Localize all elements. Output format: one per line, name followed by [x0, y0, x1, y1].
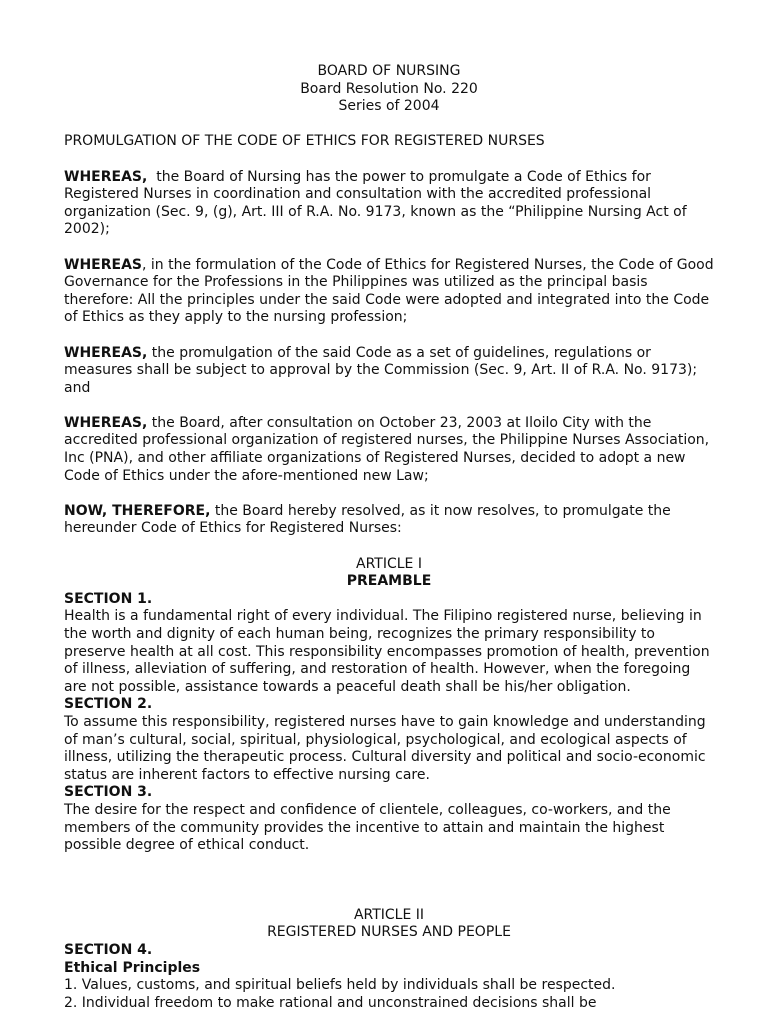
article-1-heading: ARTICLE I	[356, 555, 422, 572]
whereas-lead: WHEREAS,	[64, 168, 148, 185]
whereas-lead: WHEREAS,	[64, 344, 148, 361]
whereas-paragraph	[64, 415, 714, 485]
whereas-text: the Board of Nursing has the power to promulgate a Code of Ethics for Registered Nurses in coordination and consultation with the accredited professional organization (Sec. 9, (g), Art. III of R.A. No. 9173, known as the “Philippine Nursing Act of 2002);	[64, 168, 692, 238]
whereas-paragraph	[64, 345, 714, 398]
document-body	[64, 63, 714, 1012]
article-1-title: PREAMBLE	[346, 573, 432, 590]
section-1-text: Health is a fundamental right of every individual. The Filipino registered nurse, believing in the worth and dignity of each human being, recognizes the primary responsibility to preserve health at all cost. This responsibility encompasses promotion of health, prevention of illness, alleviation of suffering, and restoration of health. However, when the foregoing are not possible, assistance towards a peaceful death shall be his/her obligation.	[64, 608, 710, 695]
whereas-lead: WHEREAS	[64, 256, 142, 273]
now-therefore-paragraph	[64, 503, 714, 538]
whereas-paragraph	[64, 257, 714, 327]
section-2-label: SECTION 2.	[64, 696, 153, 713]
section-4-label: SECTION 4.	[64, 941, 153, 958]
main-title: PROMULGATION OF THE CODE OF ETHICS FOR REGISTERED NURSES	[64, 133, 545, 150]
whereas-text: , in the formulation of the Code of Ethics for Registered Nurses, the Code of Good Governance for the Professions in the Philippines was utilized as the principal basis therefore: All the principles under the said Code were adopted and integrated into the Code of Ethics as they apply to the nursing profession;	[64, 256, 714, 326]
section-3-label: SECTION 3.	[64, 784, 153, 801]
board-name: BOARD OF NURSING	[317, 63, 461, 79]
whereas-text: the promulgation of the said Code as a set of guidelines, regulations or measures shall be subject to approval by the Commission (Sec. 9, Art. II of R.A. No. 9173); and	[64, 344, 698, 396]
resolution-number: Board Resolution No. 220	[300, 80, 478, 97]
section-3-text: The desire for the respect and confidence of clientele, colleagues, co-workers, and the members of the community provides the incentive to attain and maintain the highest possible degree of ethical conduct.	[64, 801, 671, 854]
article-2-title: REGISTERED NURSES AND PEOPLE	[267, 924, 511, 941]
whereas-text: the Board, after consultation on October 23, 2003 at Iloilo City with the accredited professional organization of registered nurses, the Philippine Nurses Association, Inc (PNA), and other affiliate organizations of Registered Nurses, decided to adopt a new Code of Ethics under the afore-mentioned new Law;	[64, 414, 710, 484]
now-therefore-text: the Board hereby resolved, as it now resolves, to promulgate the hereunder Code of Ethics for Registered Nurses:	[64, 502, 671, 537]
section-2-text: To assume this responsibility, registered nurses have to gain knowledge and understanding of man’s cultural, social, spiritual, physiological, psychological, and ecological aspects of illness, utilizing the therapeutic process. Cultural diversity and political and socio-economic status are inherent factors to effective nursing care.	[64, 713, 706, 783]
ethical-principles-heading: Ethical Principles	[64, 959, 201, 976]
now-therefore-lead: NOW, THEREFORE,	[64, 502, 211, 519]
list-item: 2. Individual freedom to make rational and unconstrained decisions shall be	[64, 994, 597, 1011]
whereas-lead: WHEREAS,	[64, 414, 148, 431]
series-year: Series of 2004	[338, 98, 440, 115]
whereas-paragraph	[64, 169, 714, 239]
article-2-heading: ARTICLE II	[353, 906, 425, 923]
list-item: 1. Values, customs, and spiritual beliefs held by individuals shall be respected.	[64, 977, 616, 994]
section-1-label: SECTION 1.	[64, 590, 153, 607]
